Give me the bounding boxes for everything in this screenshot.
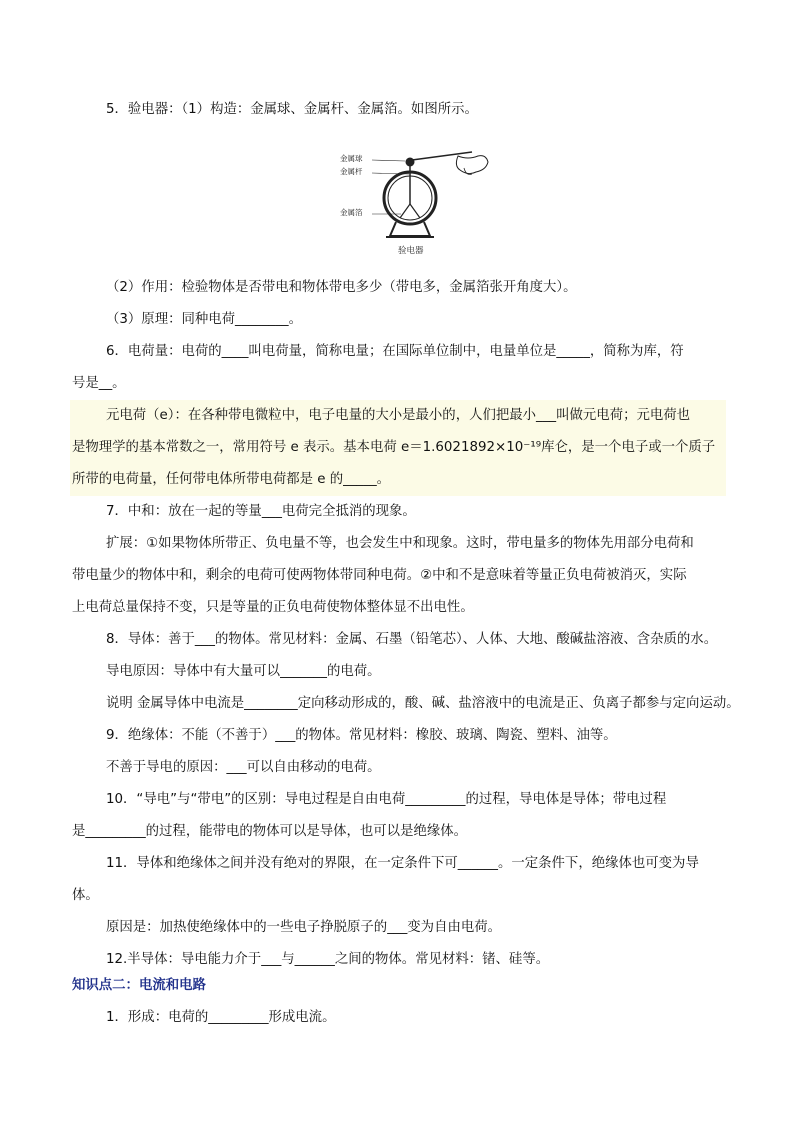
figure-caption: 验电器: [398, 246, 424, 256]
item-7-neutralization: 7．中和：放在一起的等量___电荷完全抵消的现象。: [106, 504, 416, 519]
item-8-conductor: 8．导体：善于___的物体。常见材料：金属、石墨（铅笔芯）、人体、大地、酸碱盐溶液、含杂质的水。: [106, 632, 718, 647]
item-6-line-1: 6．电荷量：电荷的____叫电荷量，简称电量；在国际单位制中，电量单位是_____，简称为库，符: [106, 344, 684, 359]
item-9-insulator: 9．绝缘体：不能（不善于）___的物体。常见材料：橡胶、玻璃、陶瓷、塑料、油等。: [106, 728, 617, 743]
item-6-line-2: 号是__。: [72, 376, 126, 391]
item-12-semiconductor: 12.半导体：导电能力介于___与______之间的物体。常见材料：锗、硅等。: [106, 952, 550, 967]
extension-line-1: 扩展：①如果物体所带正、负电量不等，也会发生中和现象。这时，带电量多的物体先用部分电荷和: [106, 536, 694, 551]
electroscope-figure: [340, 146, 490, 261]
elementary-charge-line-3: 所带的电荷量，任何带电体所带电荷都是 e 的_____。: [72, 472, 391, 487]
extension-line-3: 上电荷总量保持不变，只是等量的正负电荷使物体整体显不出电性。: [72, 600, 474, 615]
explanation-note: 说明 金属导体中电流是________定向移动形成的，酸、碱、盐溶液中的电流是正、负离子都参与定向运动。: [106, 696, 740, 711]
current-item-1: 1．形成：电荷的_________形成电流。: [106, 1010, 336, 1025]
insulator-reason: 不善于导电的原因：___可以自由移动的电荷。: [106, 760, 381, 775]
ball-label: 金属球: [340, 154, 363, 163]
item-10-line-2: 是_________的过程，能带电的物体可以是导体，也可以是绝缘体。: [72, 824, 468, 839]
elementary-charge-line-1: 元电荷（e）：在各种带电微粒中，电子电量的大小是最小的，人们把最小___叫做元电荷；元电荷也: [106, 408, 691, 423]
item-5-function: （2）作用：检验物体是否带电和物体带电多少（带电多，金属箔张开角度大）。: [106, 280, 577, 295]
item-11-line-1: 11．导体和绝缘体之间并没有绝对的界限，在一定条件下可______。一定条件下，绝缘体也可变为导: [106, 856, 699, 871]
item-5-electroscope: 5．验电器：（1）构造：金属球、金属杆、金属箔。如图所示。: [106, 102, 478, 117]
extension-line-2: 带电量少的物体中和，剩余的电荷可使两物体带同种电荷。②中和不是意味着等量正负电荷被消灭，实际: [72, 568, 687, 583]
elementary-charge-line-2: 是物理学的基本常数之一，常用符号 e 表示。基本电荷 e＝1.6021892×10⁻¹⁹库仑，是一个电子或一个质子: [72, 440, 716, 455]
foil-label: 金属箔: [340, 208, 363, 217]
item-10-line-1: 10．“导电”与“带电”的区别：导电过程是自由电荷_________的过程，导电体是导体；带电过程: [106, 792, 667, 807]
conduction-reason: 导电原因：导体中有大量可以_______的电荷。: [106, 664, 381, 679]
item-5-principle: （3）原理：同种电荷________。: [106, 312, 302, 327]
item-11-line-2: 体。: [72, 888, 99, 903]
section-heading-current-circuit: 知识点二：电流和电路: [72, 978, 206, 993]
rod-label: 金属杆: [340, 167, 363, 176]
item-11-reason: 原因是：加热使绝缘体中的一些电子挣脱原子的___变为自由电荷。: [106, 920, 502, 935]
